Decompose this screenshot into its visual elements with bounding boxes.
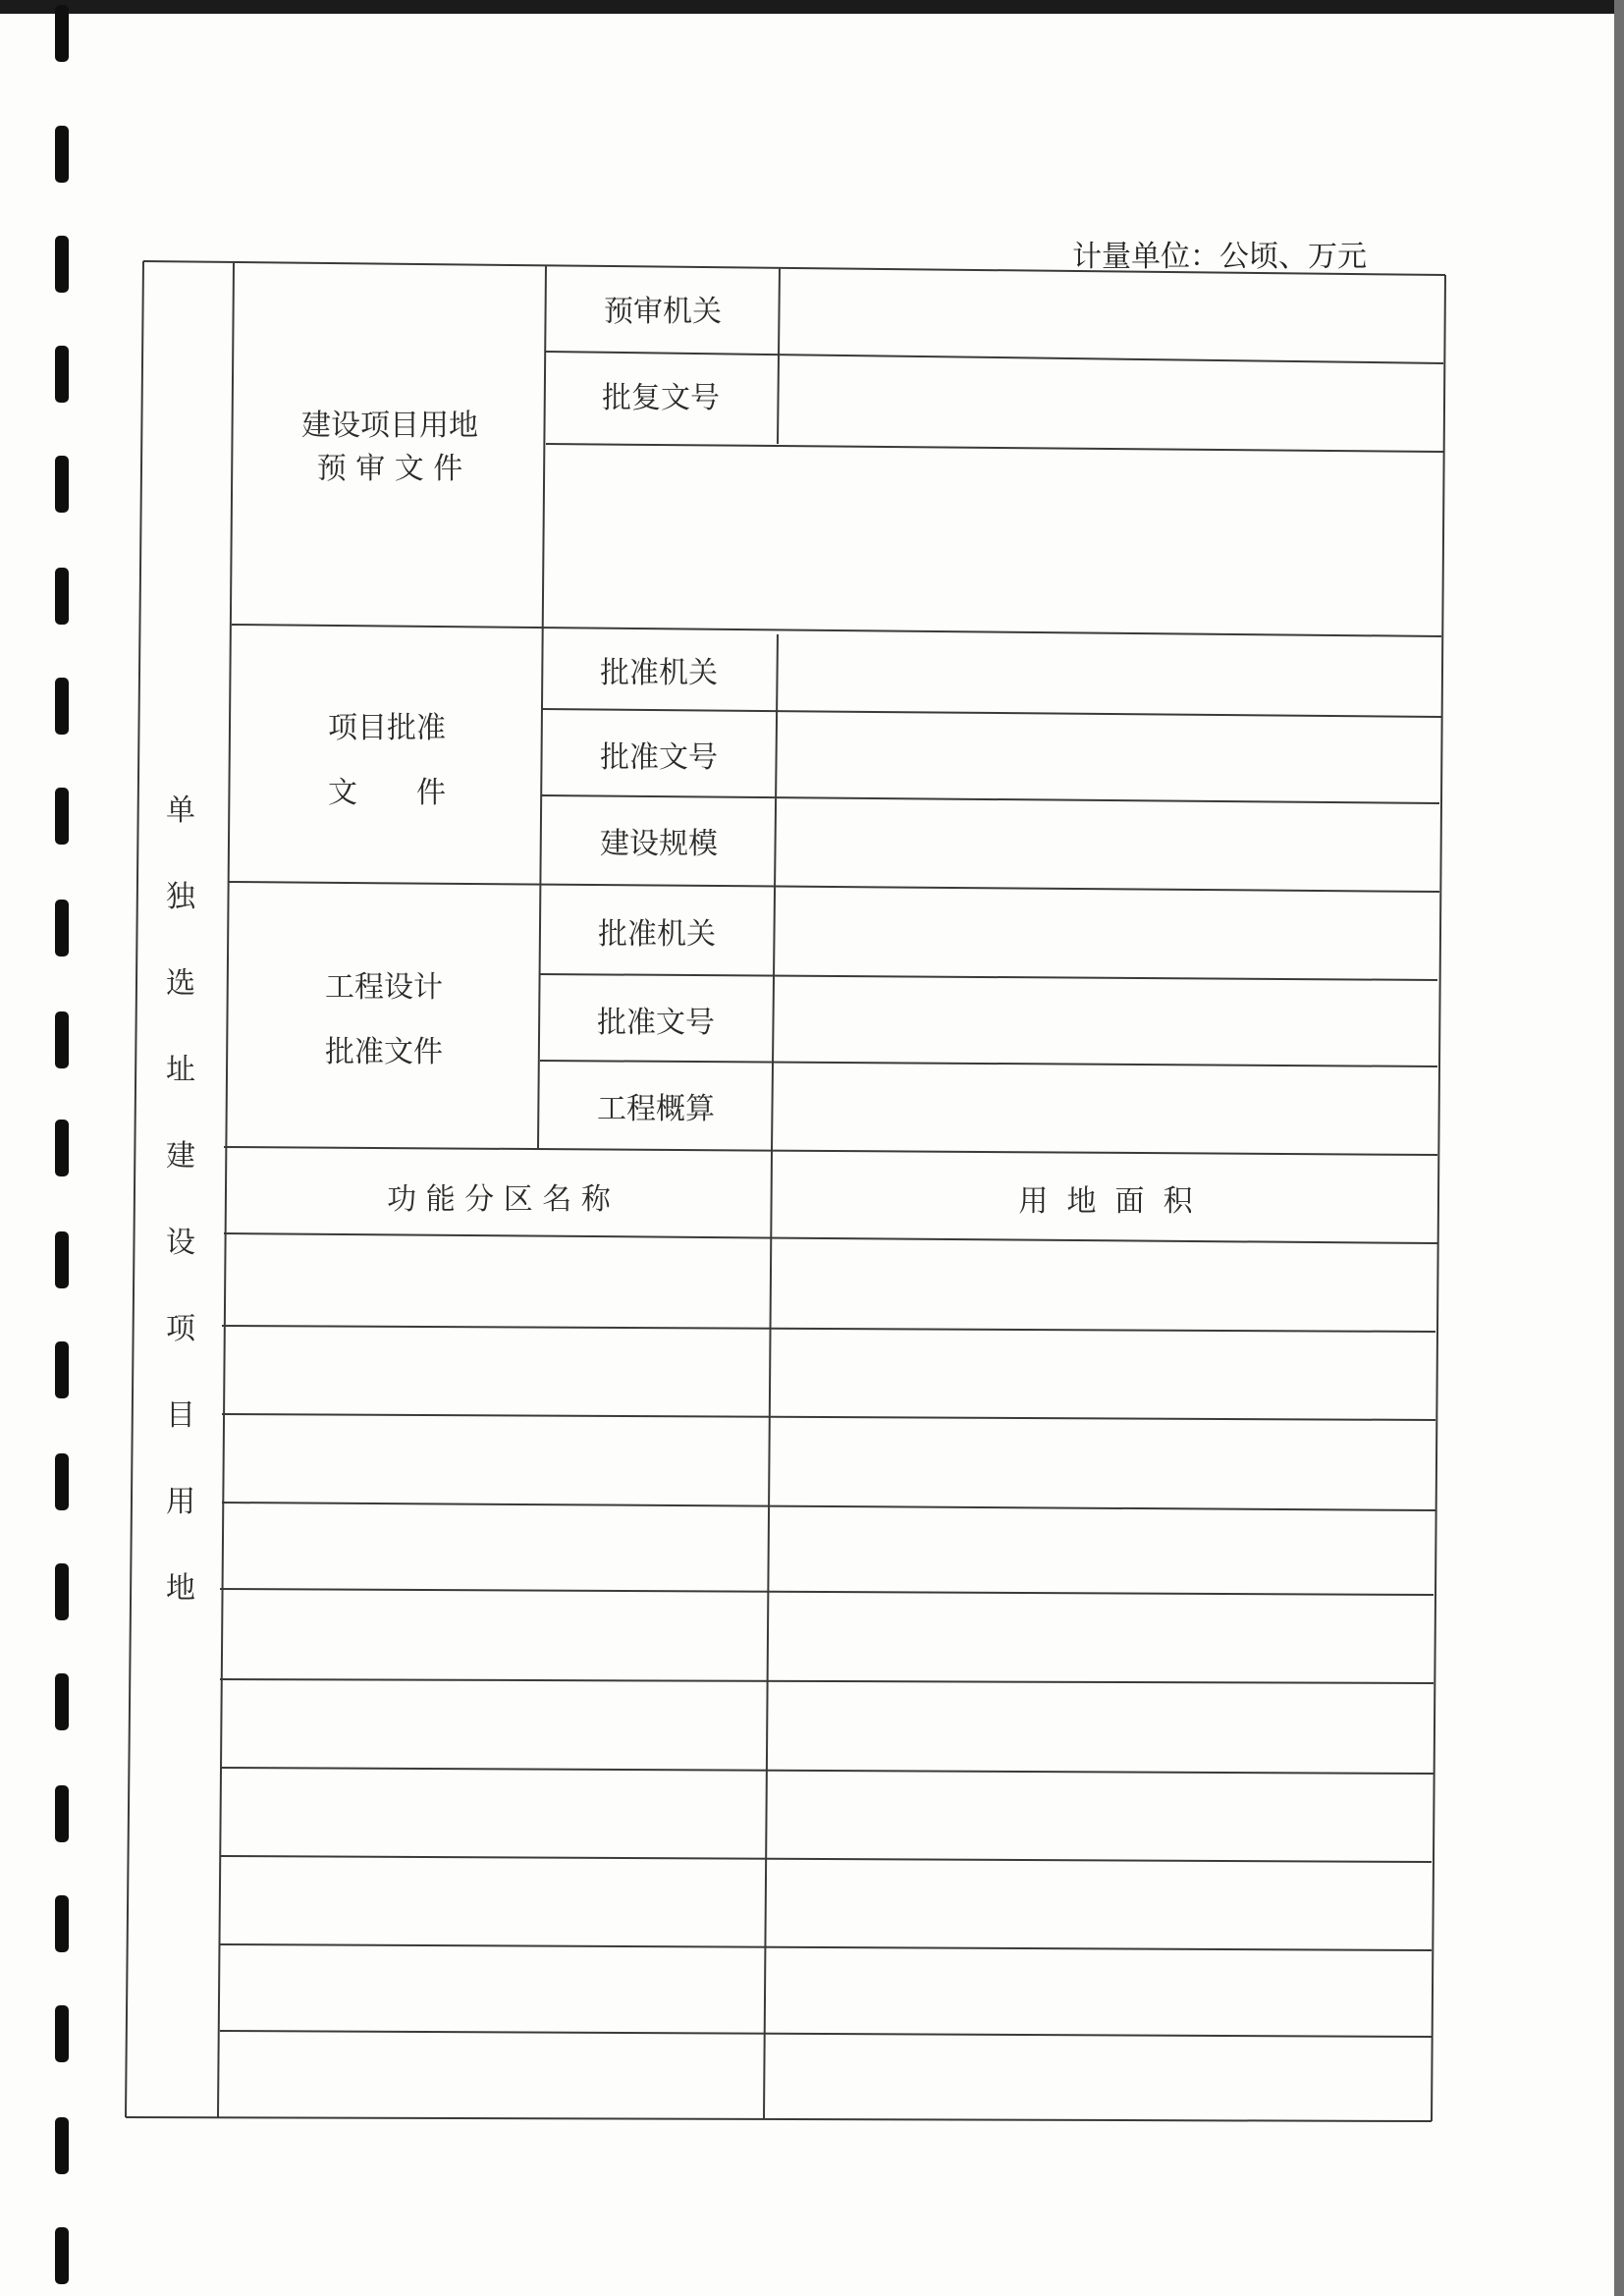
rule-prereview-end (232, 625, 1441, 636)
rule-prereview-row2 (546, 444, 1443, 452)
zoning-row-area-cell[interactable] (776, 1681, 1428, 1764)
side-label-char: 选 (166, 966, 195, 1001)
approval-label-docno: 批准文号 (600, 740, 718, 775)
design-label-authority: 批准机关 (598, 917, 716, 952)
rule-design-end (224, 1147, 1437, 1155)
design-title-line2: 批准文件 (325, 1035, 443, 1069)
approval-title-line1: 项目批准 (328, 711, 446, 745)
frame-right (1432, 275, 1445, 2121)
side-label-char: 址 (166, 1053, 195, 1087)
zoning-row-zone-cell[interactable] (228, 1948, 758, 2031)
prereview-title-line1: 建设项目用地 (301, 409, 478, 443)
prereview-label-docno: 批复文号 (602, 381, 720, 415)
approval-authority-value[interactable] (782, 638, 1434, 709)
design-label-estimate: 工程概算 (597, 1092, 715, 1126)
frame-left (126, 261, 143, 2117)
design-label-docno: 批准文号 (597, 1006, 715, 1040)
approval-scale-value[interactable] (780, 805, 1432, 884)
prereview-docno-value[interactable] (784, 361, 1432, 442)
zoning-row-area-cell[interactable] (776, 2035, 1428, 2117)
prereview-title-line2: 预 审 文 件 (316, 452, 463, 486)
side-label-char: 目 (166, 1398, 195, 1433)
zoning-column-divider (764, 1151, 772, 2119)
rule-approval-row1 (542, 709, 1441, 717)
prereview-remark[interactable] (550, 454, 1434, 623)
zoning-row-area-cell[interactable] (776, 1948, 1428, 2031)
zoning-row-area-cell[interactable] (776, 1239, 1428, 1322)
zoning-row-area-cell[interactable] (776, 1593, 1428, 1675)
side-label-char: 建 (166, 1139, 195, 1174)
prereview-label-authority: 预审机关 (604, 295, 722, 329)
zoning-header-land-area: 用 地 面 积 (1018, 1184, 1193, 1219)
side-label-char: 独 (166, 880, 195, 914)
approval-title-line2: 文 件 (328, 776, 446, 810)
zoning-row-area-cell[interactable] (776, 1772, 1428, 1854)
rule-approval-row2 (542, 795, 1439, 803)
rule-design-row1 (540, 974, 1437, 980)
rule-design-row2 (540, 1061, 1437, 1066)
zoning-row-area-cell[interactable] (776, 1328, 1428, 1410)
zoning-row-area-cell[interactable] (776, 1506, 1428, 1589)
side-label-char: 地 (166, 1571, 195, 1606)
approval-docno-value[interactable] (782, 719, 1434, 795)
zoning-row-area-cell[interactable] (776, 1860, 1428, 1942)
unit-note: 计量单位：公顷、万元 (1072, 240, 1367, 274)
zoning-row-area-cell[interactable] (776, 1416, 1428, 1499)
frame-bottom (126, 2117, 1432, 2121)
side-label-char: 单 (166, 793, 195, 828)
side-label-char: 设 (166, 1226, 195, 1260)
approval-label-authority: 批准机关 (600, 656, 718, 690)
side-label-char: 用 (166, 1485, 195, 1519)
zoning-row-zone-cell[interactable] (228, 1593, 758, 1675)
side-label-char: 项 (166, 1312, 195, 1346)
zoning-row-zone-cell[interactable] (228, 1239, 758, 1322)
zoning-row-zone-cell[interactable] (228, 1416, 758, 1499)
zoning-row-zone-cell[interactable] (228, 1506, 758, 1589)
design-estimate-value[interactable] (776, 1070, 1428, 1147)
zoning-header-function-zone: 功 能 分 区 名 称 (387, 1182, 611, 1217)
zoning-row-zone-cell[interactable] (228, 2035, 758, 2117)
zoning-row-zone-cell[interactable] (228, 1681, 758, 1764)
design-authority-value[interactable] (780, 894, 1432, 972)
zoning-row-zone-cell[interactable] (228, 1328, 758, 1410)
zoning-row-zone-cell[interactable] (228, 1772, 758, 1854)
title-column-divider (538, 265, 546, 1149)
design-title-line1: 工程设计 (325, 970, 443, 1005)
prereview-authority-value[interactable] (785, 271, 1434, 352)
design-docno-value[interactable] (778, 982, 1430, 1061)
approval-label-scale: 建设规模 (600, 827, 718, 861)
zoning-row-zone-cell[interactable] (228, 1860, 758, 1942)
